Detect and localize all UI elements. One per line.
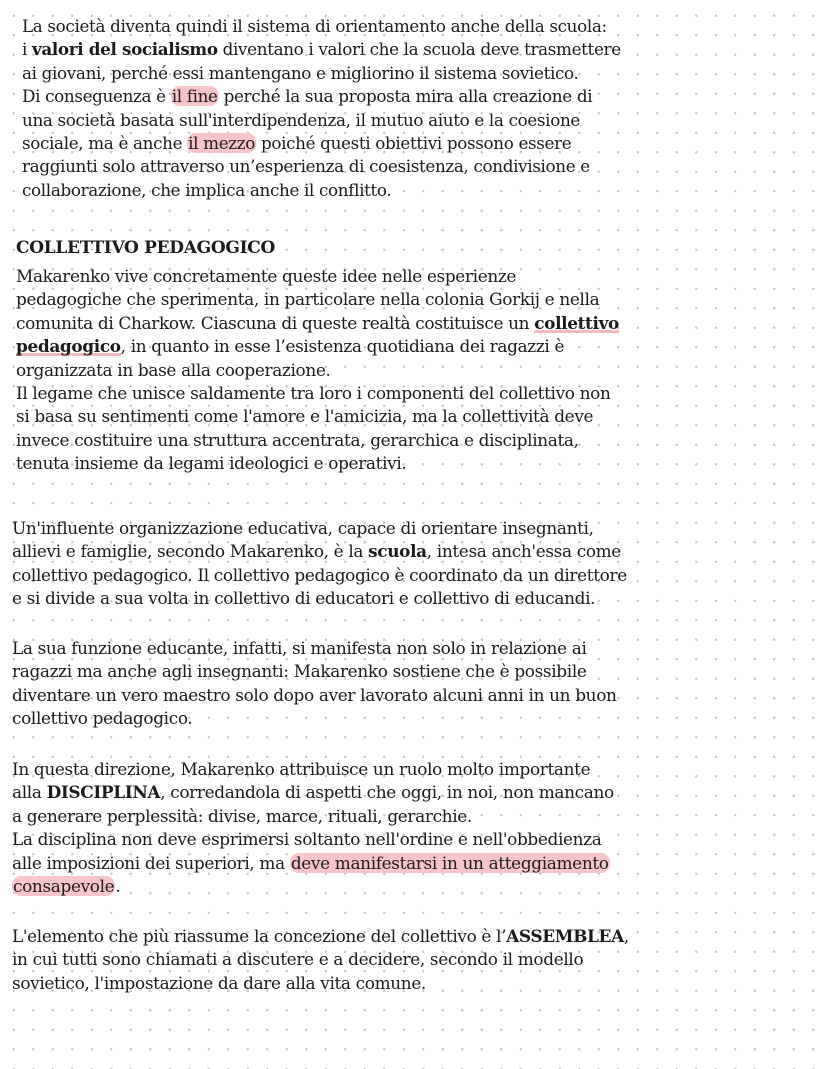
highlight-atteggiamento: deve manifestarsi in un atteggiamento	[290, 852, 609, 873]
text-line: La disciplina non deve esprimersi soltanto nell'ordine e nell'obbedienza	[12, 829, 602, 850]
paragraph-disciplina	[12, 758, 818, 898]
text-line: Makarenko vive concretamente queste idee nelle esperienze	[16, 266, 517, 286]
text-line: Un'influente organizzazione educativa, capace di orientare insegnanti,	[12, 518, 594, 538]
text-line: alle imposizioni dei superiori, ma deve manifestarsi in un atteggiamento	[12, 852, 609, 873]
highlight-il-mezzo: il mezzo	[188, 132, 256, 153]
text-line: La sua funzione educante, infatti, si manifesta non solo in relazione ai	[12, 638, 587, 658]
text-line: raggiunti solo attraverso un’esperienza di coesistenza, condivisione e	[22, 156, 590, 177]
text-line: allievi e famiglie, secondo Makarenko, è la scuola, intesa anch'essa come	[12, 541, 621, 562]
text-line: Il legame che unisce saldamente tra loro i componenti del collettivo non	[16, 382, 611, 403]
bold-term-disciplina: DISCIPLINA	[46, 782, 161, 803]
bold-term-assemblea: ASSEMBLEA	[506, 926, 624, 946]
text-line: i valori del socialismo diventano i valori che la scuola deve trasmettere	[22, 39, 621, 60]
text-line: diventare un vero maestro solo dopo aver lavorato alcuni anni in un buon	[12, 684, 617, 705]
highlight-il-fine: il fine	[171, 86, 218, 107]
text-line: tenuta insieme da legami ideologici e operativi.	[16, 453, 407, 474]
bold-term-collettivo: collettivo	[534, 312, 619, 333]
text-line: si basa su sentimenti come l'amore e l'amicizia, ma la collettività deve	[16, 406, 594, 427]
text-line: pedagogiche che sperimenta, in particolare nella colonia Gorkij e nella	[16, 289, 600, 310]
text-line: Di conseguenza è il fine perché la sua proposta mira alla creazione di	[22, 86, 593, 107]
text-line: ragazzi ma anche agli insegnanti: Makarenko sostiene che è possibile	[12, 661, 587, 682]
bold-term-pedagogico: pedagogico	[16, 336, 121, 357]
highlight-consapevole: consapevole	[13, 875, 115, 896]
text-line: comunita di Charkow. Ciascuna di queste realtà costituisce un collettivo	[16, 312, 619, 333]
text-line: sociale, ma è anche il mezzo poiché questi obiettivi possono essere	[22, 132, 572, 153]
section-heading: COLLETTIVO PEDAGOGICO	[16, 238, 275, 258]
text-line: collettivo pedagogico.	[12, 708, 193, 729]
text-line: L'elemento che più riassume la concezione del collettivo è l’ASSEMBLEA,	[12, 926, 629, 946]
text-line: in cui tutti sono chiamati a discutere e a decidere, secondo il modello	[12, 949, 584, 970]
text-line: ai giovani, perché essi mantengano e migliorino il sistema sovietico.	[22, 62, 579, 83]
text-line: pedagogico, in quanto in esse l’esistenza quotidiana dei ragazzi è	[16, 336, 565, 357]
paragraph-collettivo	[16, 265, 822, 476]
text-line: e si divide a sua volta in collettivo di educatori e collettivo di educandi.	[12, 588, 596, 609]
paragraph-scuola	[12, 517, 818, 611]
text-line: La società diventa quindi il sistema di orientamento anche della scuola:	[22, 16, 607, 36]
paragraph-socialism-values	[22, 15, 828, 202]
text-line: collaborazione, che implica anche il conflitto.	[22, 179, 392, 200]
paragraph-funzione-educante	[12, 637, 818, 731]
text-line: a generare perplessità: divise, marce, rituali, gerarchie.	[12, 805, 472, 826]
text-line: invece costituire una struttura accentrata, gerarchica e disciplinata,	[16, 429, 579, 450]
text-line: collettivo pedagogico. Il collettivo pedagogico è coordinato da un direttore	[12, 564, 627, 585]
text-line: organizzata in base alla cooperazione.	[16, 359, 331, 380]
text-line: alla DISCIPLINA, corredandola di aspetti che oggi, in noi, non mancano	[12, 782, 614, 803]
text-line: sovietico, l'impostazione da dare alla vita comune.	[12, 972, 426, 993]
text-line: In questa direzione, Makarenko attribuisce un ruolo molto importante	[12, 759, 591, 779]
text-line: consapevole.	[13, 875, 121, 896]
paragraph-assemblea	[12, 925, 818, 995]
bold-term-valori-socialismo: valori del socialismo	[32, 39, 218, 60]
text-line: una società basata sull'interdipendenza, il mutuo aiuto e la coesione	[22, 109, 580, 130]
bold-term-scuola: scuola	[368, 541, 427, 562]
